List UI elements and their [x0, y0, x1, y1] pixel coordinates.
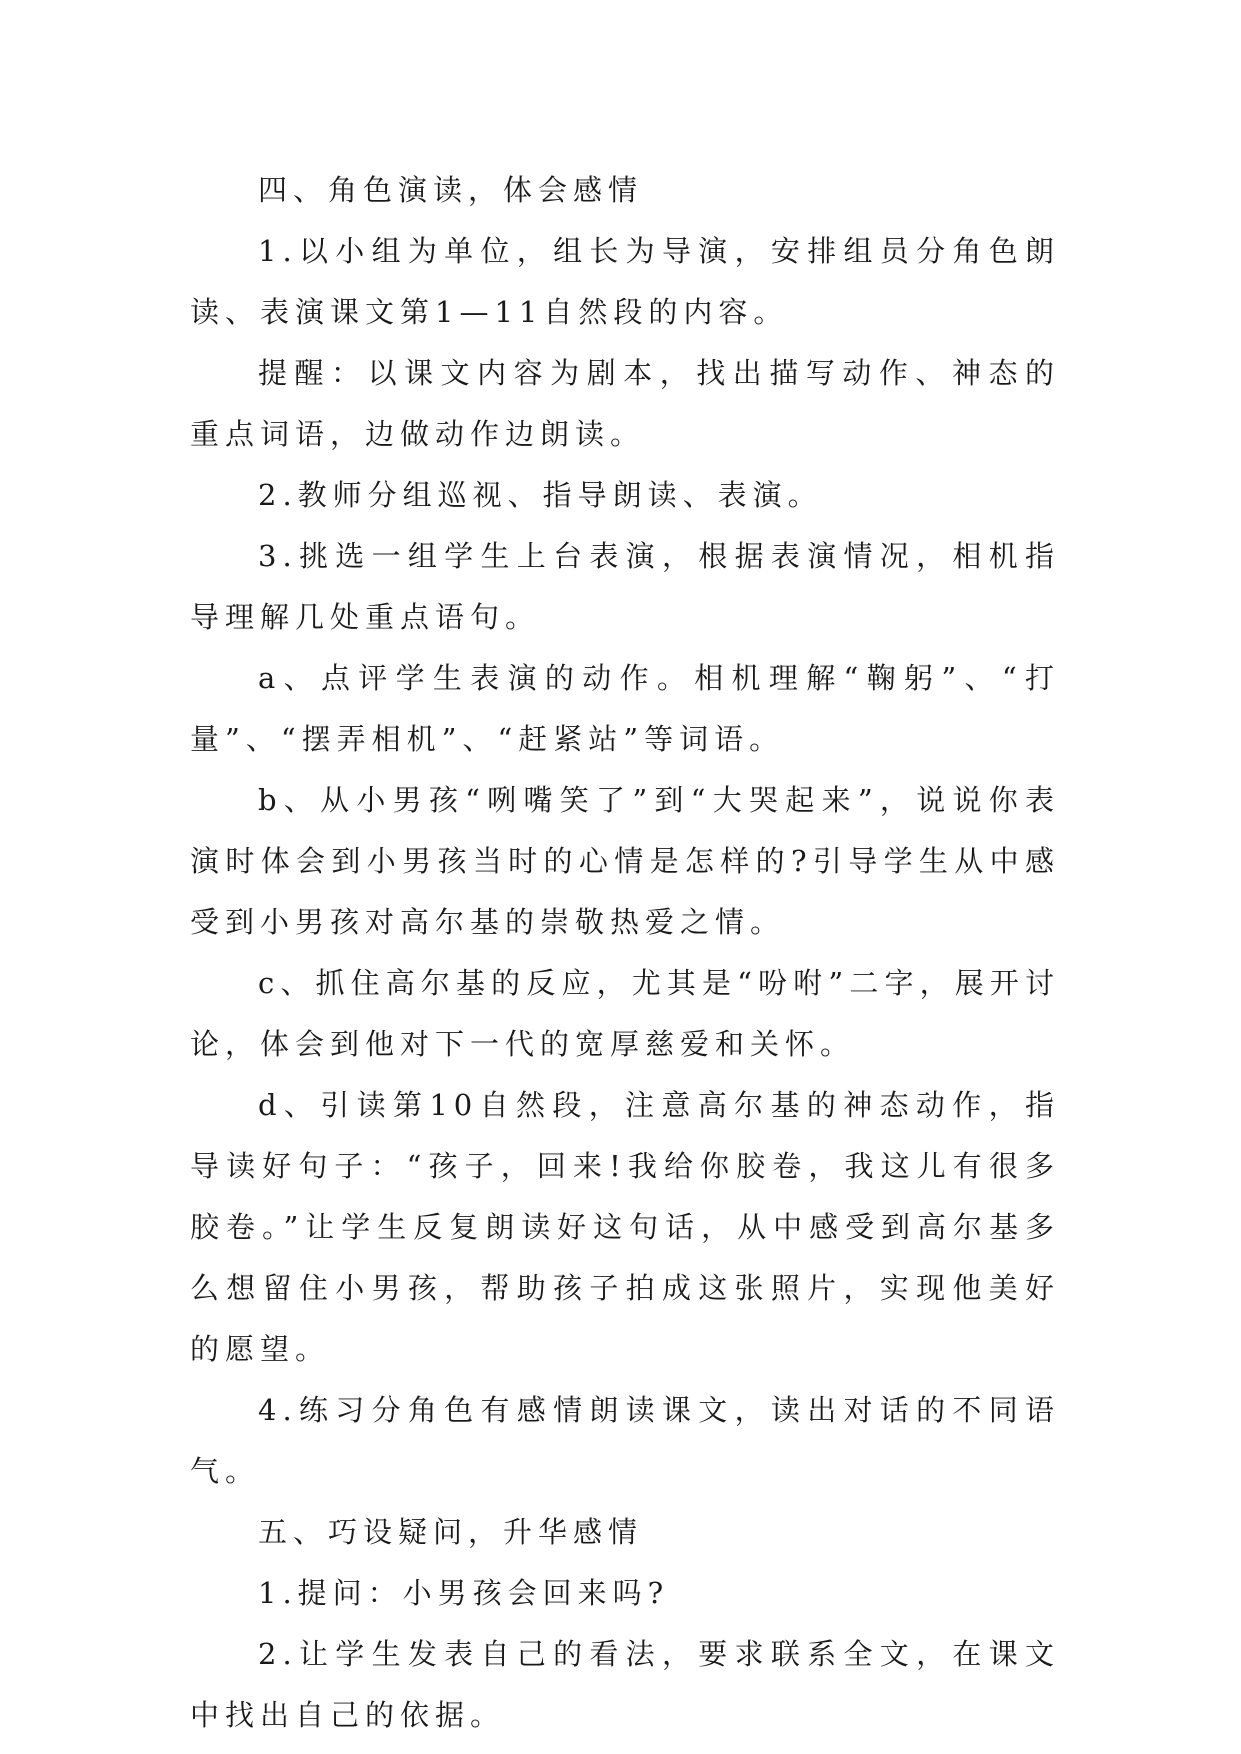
paragraph-step-4: 4.练习分角色有感情朗读课文，读出对话的不同语气。 [190, 1393, 1060, 1488]
document-body [190, 160, 1060, 1746]
paragraph-item-d: d、引读第10自然段，注意高尔基的神态动作，指导读好句子：“孩子，回来!我给你胶卷，我这儿有很多胶卷。”让学生反复朗读好这句话，从中感受到高尔基多么想留住小男孩，帮助孩子拍成这张照片，实现他美好的愿望。 [190, 1088, 1060, 1366]
paragraph-question-2: 2.让学生发表自己的看法，要求联系全文，在课文中找出自己的依据。 [190, 1637, 1060, 1732]
section-heading-four: 四、角色演读，体会感情 [258, 173, 644, 207]
paragraph-item-c: c、抓住高尔基的反应，尤其是“吩咐”二字，展开讨论，体会到他对下一代的宽厚慈爱和关怀。 [190, 966, 1060, 1061]
paragraph-step-1: 1.以小组为单位，组长为导演，安排组员分角色朗读、表演课文第1—11自然段的内容。 [190, 234, 1060, 329]
paragraph-item-a: a、点评学生表演的动作。相机理解“鞠躬”、“打量”、“摆弄相机”、“赶紧站”等词语。 [190, 661, 1060, 756]
paragraph-item-b: b、从小男孩“咧嘴笑了”到“大哭起来”，说说你表演时体会到小男孩当时的心情是怎样的?引导学生从中感受到小男孩对高尔基的崇敬热爱之情。 [190, 783, 1060, 939]
paragraph-step-2: 2.教师分组巡视、指导朗读、表演。 [258, 478, 823, 512]
paragraph-question-1: 1.提问：小男孩会回来吗? [258, 1576, 670, 1610]
section-heading-five: 五、巧设疑问，升华感情 [258, 1515, 644, 1549]
paragraph-step-3: 3.挑选一组学生上台表演，根据表演情况，相机指导理解几处重点语句。 [190, 539, 1060, 634]
paragraph-reminder: 提醒：以课文内容为剧本，找出描写动作、神态的重点词语，边做动作边朗读。 [190, 356, 1060, 451]
